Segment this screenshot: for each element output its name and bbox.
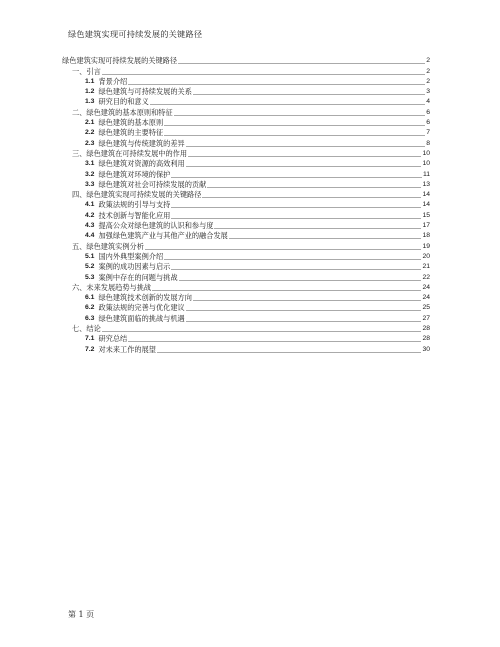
toc-entry[interactable]	[62, 97, 430, 107]
toc-entry[interactable]	[62, 190, 430, 200]
toc-entry-label: 七、结论	[72, 324, 101, 334]
toc-dot-leader	[179, 280, 422, 281]
toc-entry-label: 研究总结	[98, 334, 128, 344]
toc-entry-number: 5.2	[85, 263, 95, 271]
toc-entry-number: 3.2	[85, 170, 95, 178]
toc-entry-page-number: 21	[422, 263, 430, 271]
toc-entry[interactable]	[62, 149, 430, 159]
toc-entry-label: 二、绿色建筑的基本原则和特征	[72, 107, 173, 117]
toc-entry-number: 1.1	[85, 77, 95, 85]
toc-entry-label: 五、绿色建筑实例分析	[72, 241, 144, 251]
toc-entry-label: 绿色建筑的基本原则	[98, 118, 164, 128]
toc-entry[interactable]	[62, 169, 430, 179]
toc-entry-label: 绿色建筑对环境的保护	[98, 169, 171, 179]
toc-entry-number: 2.1	[85, 119, 95, 127]
toc-entry-page-number: 22	[422, 273, 430, 281]
toc-dot-leader	[188, 156, 421, 157]
toc-entry-number: 3.1	[85, 160, 95, 168]
toc-entry[interactable]	[62, 262, 430, 272]
toc-entry-page-number: 2	[426, 67, 430, 75]
table-of-contents	[62, 56, 430, 355]
toc-dot-leader	[145, 249, 422, 250]
toc-entry[interactable]	[62, 313, 430, 323]
toc-entry[interactable]	[62, 324, 430, 334]
toc-entry-page-number: 15	[422, 211, 430, 219]
toc-entry-label: 提高公众对绿色建筑的认识和参与度	[98, 221, 214, 231]
toc-entry[interactable]	[62, 210, 430, 220]
toc-entry[interactable]	[62, 283, 430, 293]
toc-entry-label: 绿色建筑对资源的高效利用	[98, 159, 185, 169]
toc-entry[interactable]	[62, 128, 430, 138]
toc-entry-label: 绿色建筑与传统建筑的差异	[98, 138, 185, 148]
toc-entry[interactable]	[62, 231, 430, 241]
toc-entry-label: 案例中存在的问题与挑战	[98, 272, 178, 282]
toc-dot-leader	[193, 94, 425, 95]
toc-entry-page-number: 27	[422, 314, 430, 322]
toc-dot-leader	[229, 238, 422, 239]
toc-entry-number: 1.2	[85, 88, 95, 96]
toc-entry-label: 绿色建筑与可持续发展的关系	[98, 87, 192, 97]
toc-entry-number: 2.2	[85, 129, 95, 137]
toc-entry-label: 绿色建筑的主要特征	[98, 128, 164, 138]
toc-entry-page-number: 25	[422, 304, 430, 312]
page-header: 绿色建筑实现可持续发展的关键路径	[68, 29, 203, 39]
toc-entry[interactable]	[62, 180, 430, 190]
toc-entry-page-number: 30	[422, 345, 430, 353]
toc-entry-label: 背景介绍	[98, 76, 128, 86]
toc-entry[interactable]	[62, 252, 430, 262]
toc-entry-label: 技术创新与智能化应用	[98, 210, 171, 220]
toc-entry-number: 6.2	[85, 304, 95, 312]
toc-entry-page-number: 3	[426, 88, 430, 96]
toc-entry[interactable]	[62, 200, 430, 210]
toc-entry-label: 案例的成功因素与启示	[98, 262, 171, 272]
toc-entry[interactable]	[62, 241, 430, 251]
toc-dot-leader	[171, 269, 421, 270]
toc-dot-leader	[214, 228, 421, 229]
toc-dot-leader	[171, 177, 422, 178]
toc-dot-leader	[186, 146, 426, 147]
toc-entry-label: 绿色建筑技术创新的发展方向	[98, 293, 192, 303]
toc-entry-page-number: 24	[422, 294, 430, 302]
toc-entry-number: 1.3	[85, 98, 95, 106]
toc-entry-page-number: 28	[422, 325, 430, 333]
toc-entry-page-number: 6	[426, 119, 430, 127]
toc-dot-leader	[164, 259, 421, 260]
page-footer: 第 1 页	[68, 610, 95, 619]
toc-entry-label: 国内外典型案例介绍	[98, 251, 164, 261]
toc-dot-leader	[178, 63, 425, 64]
toc-entry-number: 2.3	[85, 139, 95, 147]
toc-entry-page-number: 24	[422, 283, 430, 291]
toc-entry-page-number: 18	[422, 232, 430, 240]
toc-entry[interactable]	[62, 77, 430, 87]
toc-entry-page-number: 8	[426, 139, 430, 147]
toc-entry-label: 六、未来发展趋势与挑战	[72, 282, 152, 292]
toc-entry-number: 7.1	[85, 335, 95, 343]
toc-dot-leader	[102, 74, 425, 75]
toc-entry-page-number: 7	[426, 129, 430, 137]
toc-entry-label: 政策法规的引导与支持	[98, 200, 171, 210]
toc-entry-label: 绿色建筑实现可持续发展的关键路径	[62, 56, 178, 66]
toc-entry[interactable]	[62, 334, 430, 344]
toc-entry-label: 绿色建筑对社会可持续发展的贡献	[98, 179, 207, 189]
toc-entry[interactable]	[62, 66, 430, 76]
toc-entry-number: 4.1	[85, 201, 95, 209]
toc-entry-number: 3.3	[85, 180, 95, 188]
toc-entry-number: 4.4	[85, 232, 95, 240]
toc-entry-label: 研究目的和意义	[98, 97, 149, 107]
toc-dot-leader	[171, 207, 421, 208]
toc-entry-page-number: 28	[422, 335, 430, 343]
toc-entry[interactable]	[62, 159, 430, 169]
toc-dot-leader	[102, 331, 422, 332]
toc-entry-page-number: 2	[426, 77, 430, 85]
toc-dot-leader	[186, 321, 422, 322]
toc-entry-number: 5.3	[85, 273, 95, 281]
toc-dot-leader	[207, 187, 421, 188]
toc-entry-page-number: 19	[422, 242, 430, 250]
toc-entry-label: 对未来工作的展望	[98, 344, 156, 354]
toc-entry-number: 5.1	[85, 252, 95, 260]
toc-entry-page-number: 10	[422, 160, 430, 168]
toc-dot-leader	[193, 300, 422, 301]
toc-entry-number: 4.2	[85, 211, 95, 219]
toc-entry[interactable]	[62, 138, 430, 148]
toc-entry-label: 政策法规的完善与优化建议	[98, 303, 185, 313]
toc-entry-page-number: 17	[422, 222, 430, 230]
toc-entry[interactable]	[62, 344, 430, 354]
toc-dot-leader	[186, 310, 422, 311]
toc-entry[interactable]	[62, 56, 430, 66]
toc-entry-page-number: 20	[422, 252, 430, 260]
toc-dot-leader	[174, 115, 426, 116]
toc-entry-number: 4.3	[85, 222, 95, 230]
toc-entry-number: 6.1	[85, 294, 95, 302]
toc-entry-label: 加强绿色建筑产业与其他产业的融合发展	[98, 231, 228, 241]
toc-dot-leader	[164, 125, 425, 126]
toc-entry-page-number: 10	[422, 149, 430, 157]
toc-entry-label: 绿色建筑面临的挑战与机遇	[98, 313, 185, 323]
toc-entry[interactable]	[62, 118, 430, 128]
toc-entry-label: 四、绿色建筑实现可持续发展的关键路径	[72, 190, 202, 200]
toc-dot-leader	[202, 197, 421, 198]
toc-entry-page-number: 4	[426, 98, 430, 106]
toc-entry[interactable]	[62, 221, 430, 231]
toc-dot-leader	[157, 352, 421, 353]
toc-entry-number: 6.3	[85, 314, 95, 322]
toc-dot-leader	[128, 84, 425, 85]
toc-entry-page-number: 11	[422, 170, 430, 178]
toc-dot-leader	[171, 218, 421, 219]
toc-entry[interactable]	[62, 87, 430, 97]
toc-entry-page-number: 14	[422, 191, 430, 199]
toc-entry-page-number: 13	[422, 180, 430, 188]
toc-dot-leader	[128, 341, 421, 342]
toc-entry[interactable]	[62, 272, 430, 282]
toc-dot-leader	[186, 166, 422, 167]
toc-entry[interactable]	[62, 293, 430, 303]
toc-dot-leader	[152, 290, 421, 291]
toc-entry-label: 三、绿色建筑在可持续发展中的作用	[72, 148, 188, 158]
toc-dot-leader	[164, 135, 425, 136]
toc-dot-leader	[150, 104, 425, 105]
toc-entry-label: 一、引言	[72, 66, 101, 76]
toc-entry[interactable]	[62, 107, 430, 117]
toc-entry-number: 7.2	[85, 345, 95, 353]
toc-entry[interactable]	[62, 303, 430, 313]
toc-entry-page-number: 14	[422, 201, 430, 209]
toc-entry-page-number: 6	[426, 108, 430, 116]
toc-entry-page-number: 2	[426, 57, 430, 65]
